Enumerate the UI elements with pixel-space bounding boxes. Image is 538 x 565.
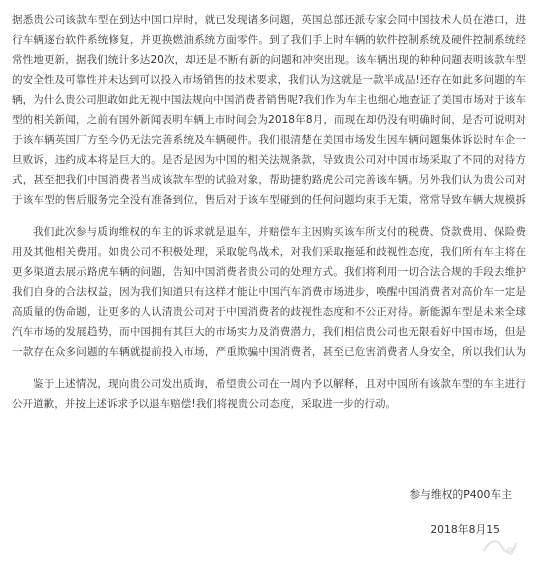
watermark-logo-icon — [480, 535, 520, 559]
letter-date: 2018年8月15 — [430, 523, 500, 536]
letter-signature: 参与维权的P400车主 — [409, 488, 512, 501]
paragraph-conclusion: 鉴于上述情况，现向贵公司发出质询，希望贵公司在一周内予以解释，且对中国所有该款车型的车主进行公开道歉，并按上述诉求予以退车赔偿!我们将视贵公司态度，采取进一步的行动。 — [12, 378, 526, 410]
paragraph-complaint-details: 据悉贵公司该款车型在到达中国口岸时，就已发现诸多问题，英国总部还派专家会同中国技术人员在港口，进行车辆逐台软件系统修复，并更换燃油系统方面零件。到了我们手上时车辆的软件控制系统及硬件控制系统经常性地更新，据我们统计多达20次，却还是不断有新的问题和冲突出现。该车辆出现的种种问题表明该款车型的安全性及可靠性并未达到可以投入市场销售的技术要求，我们认为这就是一款半成品!还存在如此多问题的车辆，为什么贵公司胆敢如此无视中国法规向中国消费者销售呢?我们作为车主也细心地查证了美国市场对于该车型的相关新闻，之前有国外新闻表明车辆上市时间会为2018年8月，而现在却仍没有明确时间，是否可说明对于该车辆英国厂方至今仍无法完善系统及车辆硬件。我们很清楚在美国市场发生因车辆问题集体诉讼时车企一旦败诉，违约成本将是巨大的。是否是因为中国的相关法规条款，导致贵公司对中国市场采取了不同的对待方式，甚至把我们中国消费者当成该款车型的试验对象，帮助捷豹路虎公司完善该车辆。另外我们认为贵公司对于该车型的售后服务完全没有准备到位，售后对于该车型碰到的任何问题均束手无策，常常导致车辆大规模拆 — [12, 14, 526, 206]
paragraph-demands: 我们此次参与质询维权的车主的诉求就是退车，并赔偿车主因购买该车所支付的税费、贷款费用、保险费用及其他相关费用。如贵公司不积极处理，采取鸵鸟战术，对我们采取拖延和歧视性态度，我们所有车主将在更多渠道去展示路虎车辆的问题，告知中国消费者贵公司的处理方式。我们将利用一切合法合规的手段去维护我们自身的合法权益，因为我们知道只有这样才能让中国汽车消费市场进步，唤醒中国消费者对高价车一定是高质量的伪命题，让更多的人认清贵公司对于中国消费者的歧视性态度和不公正对待。新能源车型是未来全球汽车市场的发展趋势，而中国拥有其巨大的市场实力及消费潜力，我们相信贵公司也无限看好中国市场，但是一款存在众多问题的车辆就提前投入市场，严重欺骗中国消费者，甚至已危害消费者人身安全，所以我们认为 — [12, 226, 526, 358]
